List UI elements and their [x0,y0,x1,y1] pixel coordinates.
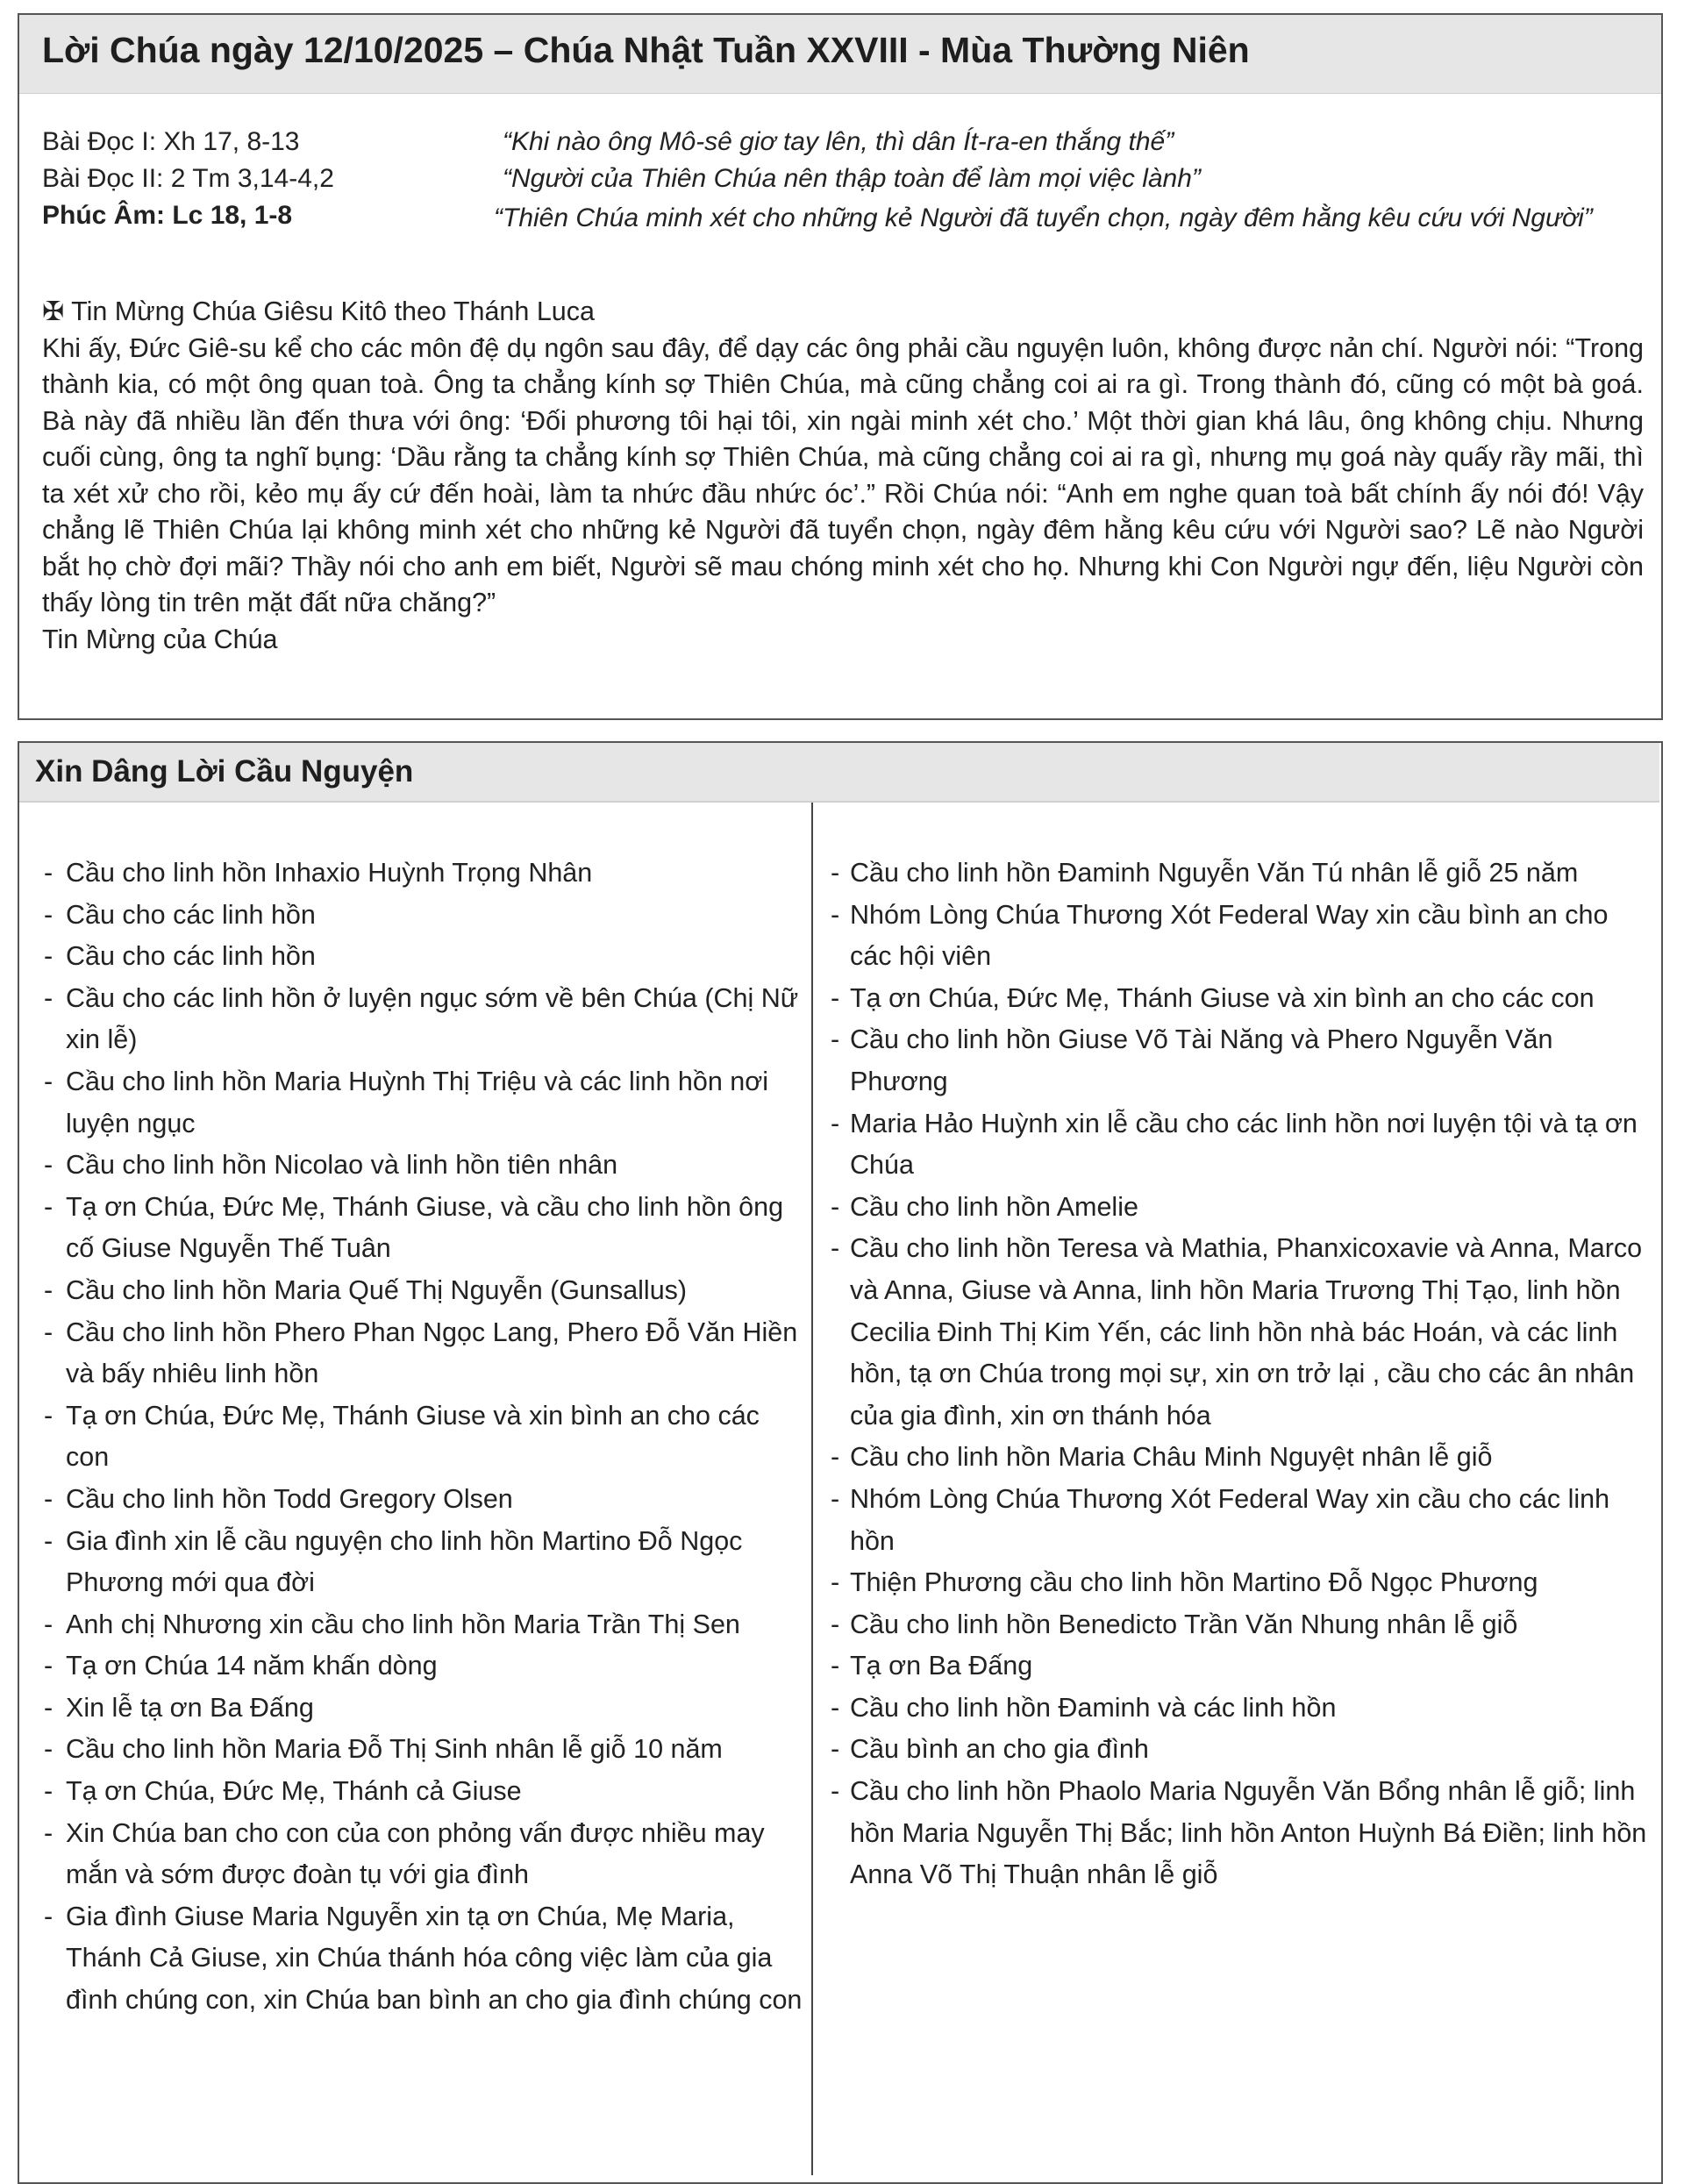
list-dash: - [44,1525,54,1556]
cross-icon: ✠ [42,297,65,326]
prayer-item [831,1228,1651,1437]
prayers-title: Xin Dâng Lời Cầu Nguyện [19,743,1659,803]
list-dash: - [44,1317,54,1347]
prayer-item [44,1645,809,1688]
prayer-item [831,1604,1651,1646]
list-dash: - [44,941,54,972]
reading-label: Phúc Âm: Lc 18, 1-8 [42,201,293,230]
prayer-item [831,1645,1651,1688]
prayer-list-left [44,853,809,2022]
prayer-text: Tạ ơn Chúa, Đức Mẹ, Thánh cả Giuse [66,1776,522,1807]
prayer-text: Cầu cho linh hồn Phero Phan Ngọc Lang, Phero Đỗ Văn Hiền và bấy nhiêu linh hồn [66,1317,798,1389]
gospel-intro-label: Tin Mừng Chúa Giêsu Kitô theo Thánh Luca [71,296,595,326]
list-dash: - [831,1567,840,1598]
prayer-item [44,1896,809,2022]
list-dash: - [831,1609,840,1639]
list-dash: - [831,1692,840,1723]
reading-quote: “Khi nào ông Mô-sê giơ tay lên, thì dân Ít-ra-en thắng thế” [503,127,1174,156]
prayers-right-column [831,853,1651,1896]
readings-list [42,127,1647,285]
prayers-columns [19,803,1661,2182]
prayer-item [44,1187,809,1270]
prayer-text: Gia đình Giuse Maria Nguyễn xin tạ ơn Chúa, Mẹ Maria, Thánh Cả Giuse, xin Chúa thánh hóa công việc làm của gia đình chúng con, xin Chúa ban bình an cho gia đình chúng con [66,1901,803,2016]
prayer-item [44,853,809,895]
readings-panel [18,13,1663,720]
prayer-text: Cầu cho linh hồn Đaminh và các linh hồn [850,1692,1337,1723]
prayer-item [831,1019,1651,1103]
prayers-left-column [44,853,809,2022]
list-dash: - [44,1400,54,1431]
prayer-item [44,895,809,937]
list-dash: - [44,1692,54,1723]
prayers-panel [18,741,1663,2184]
prayer-item [831,1437,1651,1479]
list-dash: - [44,1483,54,1514]
prayer-item [44,1312,809,1395]
list-dash: - [44,1150,54,1181]
list-dash: - [831,1651,840,1681]
list-dash: - [44,1274,54,1305]
prayer-text: Cầu cho linh hồn Todd Gregory Olsen [66,1483,513,1514]
list-dash: - [831,1191,840,1222]
gospel-closing: Tin Mừng của Chúa [42,624,278,654]
prayer-item [831,1479,1651,1562]
prayer-text: Cầu bình an cho gia đình [850,1734,1149,1765]
prayer-text: Cầu cho linh hồn Nicolao và linh hồn tiên nhân [66,1150,618,1181]
prayer-text: Tạ ơn Chúa, Đức Mẹ, Thánh Giuse và xin bình an cho các con [850,982,1595,1013]
prayer-text: Cầu cho linh hồn Amelie [850,1191,1138,1222]
reading-quote: “Người của Thiên Chúa nên thập toàn để làm mọi việc lành” [503,164,1201,193]
list-dash: - [831,1734,840,1765]
prayer-item [44,1061,809,1145]
prayer-text: Nhóm Lòng Chúa Thương Xót Federal Way xin cầu bình an cho các hội viên [850,899,1609,972]
prayer-text: Cầu cho linh hồn Benedicto Trần Văn Nhung nhân lễ giỗ [850,1609,1518,1639]
list-dash: - [44,858,54,888]
prayer-text: Cầu cho các linh hồn [66,899,316,930]
prayer-item [831,1562,1651,1604]
prayer-text: Cầu cho linh hồn Maria Châu Minh Nguyệt nhân lễ giỗ [850,1442,1493,1473]
reading-first [42,127,1647,164]
prayer-item [831,895,1651,978]
list-dash: - [831,982,840,1013]
gospel-intro [42,294,1644,331]
prayer-text: Cầu cho linh hồn Inhaxio Huỳnh Trọng Nhân [66,858,593,888]
gospel-text [42,294,1644,658]
prayer-text: Tạ ơn Ba Đấng [850,1651,1033,1681]
prayer-item [44,978,809,1061]
prayer-text: Tạ ơn Chúa 14 năm khấn dòng [66,1651,438,1681]
prayer-text: Cầu cho các linh hồn ở luyện ngục sớm về bên Chúa (Chị Nữ xin lễ) [66,982,799,1055]
prayer-text: Cầu cho linh hồn Phaolo Maria Nguyễn Văn Bổng nhân lễ giỗ; linh hồn Maria Nguyễn Thị Bắc; linh hồn Anton Huỳnh Bá Điền; linh hồn Anna Võ Thị Thuận nhân lễ giỗ [850,1776,1647,1890]
prayer-item [44,1604,809,1646]
list-dash: - [831,1483,840,1514]
prayer-text: Cầu cho linh hồn Đaminh Nguyễn Văn Tú nhân lễ giỗ 25 năm [850,858,1579,888]
prayer-item [44,1771,809,1813]
list-dash: - [831,1233,840,1264]
prayer-item [831,978,1651,1020]
list-dash: - [44,1191,54,1222]
prayer-item [831,1688,1651,1730]
reading-label: Bài Đọc II: 2 Tm 3,14-4,2 [42,164,334,193]
reading-quote: “Thiên Chúa minh xét cho những kẻ Người đã tuyển chọn, ngày đêm hằng kêu cứu với Người” [494,203,1593,232]
list-dash: - [831,1108,840,1138]
list-dash: - [44,1734,54,1765]
reading-gospel [42,201,1647,285]
gospel-body: Khi ấy, Đức Giê-su kể cho các môn đệ dụ ngôn sau đây, để dạy các ông phải cầu nguyện luôn, không được nản chí. Người nói: “Trong thành kia, có một ông quan toà. Ông ta chẳng kính sợ Thiên Chúa, mà cũng chẳng coi ai ra gì. Trong thành đó, cũng có một bà goá. Bà này đã nhiều lần đến thưa với ông: ‘Đối phương tôi hại tôi, xin ngài minh xét cho.’ Một thời gian khá lâu, ông không chịu. Nhưng cuối cùng, ông ta nghĩ bụng: ‘Dầu rằng ta chẳng kính sợ Thiên Chúa, mà cũng chẳng coi ai ra gì, nhưng mụ goá này quấy rầy mãi, thì ta xét xử cho rồi, kẻo mụ ấy cứ đến hoài, làm ta nhức đầu nhức óc’.” Rồi Chúa nói: “Anh em nghe quan toà bất chính ấy nói đó! Vậy chẳng lẽ Thiên Chúa lại không minh xét cho những kẻ Người đã tuyển chọn, ngày đêm hằng kêu cứu với Người sao? Lẽ nào Người bắt họ chờ đợi mãi? Thầy nói cho anh em biết, Người sẽ mau chóng minh xét cho họ. Nhưng khi Con Người ngự đến, liệu Người còn thấy lòng tin trên mặt đất nữa chăng?” [42,332,1644,617]
list-dash: - [44,1609,54,1639]
prayer-item [44,1813,809,1896]
prayer-item [831,853,1651,895]
list-dash: - [831,1024,840,1055]
list-dash: - [44,1776,54,1807]
prayer-text: Gia đình xin lễ cầu nguyện cho linh hồn Martino Đỗ Ngọc Phương mới qua đời [66,1525,743,1598]
prayer-text: Anh chị Nhương xin cầu cho linh hồn Maria Trần Thị Sen [66,1609,740,1639]
prayer-text: Cầu cho linh hồn Maria Huỳnh Thị Triệu và các linh hồn nơi luyện ngục [66,1066,769,1138]
page-title: Lời Chúa ngày 12/10/2025 – Chúa Nhật Tuần XXVIII - Mùa Thường Niên [19,15,1661,94]
prayer-text: Cầu cho linh hồn Maria Đỗ Thị Sinh nhân lễ giỗ 10 năm [66,1734,723,1765]
prayer-item [831,1103,1651,1187]
prayer-text: Xin Chúa ban cho con của con phỏng vấn được nhiều may mắn và sớm được đoàn tụ với gia đình [66,1817,765,1890]
list-dash: - [44,982,54,1013]
prayer-item [831,1187,1651,1229]
prayer-text: Cầu cho các linh hồn [66,941,316,972]
prayer-text: Tạ ơn Chúa, Đức Mẹ, Thánh Giuse và xin bình an cho các con [66,1400,760,1473]
list-dash: - [44,1817,54,1848]
list-dash: - [831,899,840,930]
prayer-item [831,1729,1651,1771]
prayer-item [44,1270,809,1312]
prayer-list-right [831,853,1651,1896]
prayer-item [831,1771,1651,1896]
list-dash: - [831,1442,840,1473]
prayer-text: Xin lễ tạ ơn Ba Đấng [66,1692,314,1723]
list-dash: - [44,1901,54,1931]
prayer-item [44,1688,809,1730]
prayer-item [44,1521,809,1604]
prayer-item [44,1479,809,1521]
prayer-item [44,1395,809,1479]
prayer-text: Maria Hảo Huỳnh xin lễ cầu cho các linh hồn nơi luyện tội và tạ ơn Chúa [850,1108,1638,1181]
prayer-item [44,936,809,978]
prayer-text: Cầu cho linh hồn Teresa và Mathia, Phanxicoxavie và Anna, Marco và Anna, Giuse và Anna, linh hồn Maria Trương Thị Tạo, linh hồn Cecilia Đinh Thị Kim Yến, các linh hồn nhà bác Hoán, và các linh hồn, tạ ơn Chúa trong mọi sự, xin ơn trở lại , cầu cho các ân nhân của gia đình, xin ơn thánh hóa [850,1233,1643,1431]
list-dash: - [44,899,54,930]
prayer-text: Cầu cho linh hồn Giuse Võ Tài Năng và Phero Nguyễn Văn Phương [850,1024,1553,1096]
reading-label: Bài Đọc I: Xh 17, 8-13 [42,127,300,156]
prayer-item [44,1145,809,1187]
list-dash: - [831,858,840,888]
list-dash: - [831,1776,840,1807]
prayer-text: Nhóm Lòng Chúa Thương Xót Federal Way xin cầu cho các linh hồn [850,1483,1610,1556]
prayer-item [44,1729,809,1771]
prayer-text: Cầu cho linh hồn Maria Quế Thị Nguyễn (Gunsallus) [66,1274,688,1305]
list-dash: - [44,1066,54,1096]
column-divider [811,803,813,2175]
reading-second [42,164,1647,201]
prayer-text: Tạ ơn Chúa, Đức Mẹ, Thánh Giuse, và cầu cho linh hồn ông cố Giuse Nguyễn Thế Tuân [66,1191,784,1264]
list-dash: - [44,1651,54,1681]
prayer-text: Thiện Phương cầu cho linh hồn Martino Đỗ Ngọc Phương [850,1567,1538,1598]
